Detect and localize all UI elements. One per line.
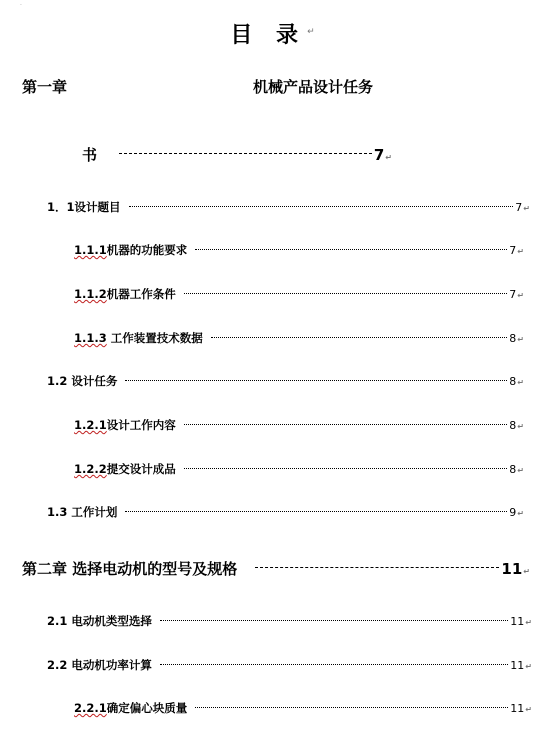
dot-leader <box>184 424 508 425</box>
dot-leader <box>255 567 499 568</box>
toc-entry[interactable] <box>47 199 530 215</box>
toc-entry-label <box>74 461 176 477</box>
title-text: 目 录 <box>230 23 307 48</box>
paragraph-mark-icon: ↵ <box>525 662 532 671</box>
section-number: 1．1 <box>47 200 75 214</box>
dot-leader <box>160 664 508 665</box>
paragraph-mark-icon: ↵ <box>385 153 392 162</box>
section-number: 2.1 <box>47 614 68 628</box>
toc-entry-chapter-1[interactable] <box>82 144 392 165</box>
paragraph-mark-icon: ↵ <box>525 618 532 627</box>
toc-entry-label <box>74 330 203 346</box>
section-number: 2.2 <box>47 658 68 672</box>
page-title <box>0 18 545 49</box>
dot-leader <box>195 249 507 250</box>
section-title: 设计题目 <box>74 200 121 214</box>
dot-leader <box>160 620 508 621</box>
page-number: 8 <box>509 463 517 476</box>
paragraph-mark-icon: ↵ <box>517 335 524 344</box>
section-number: 1.2 <box>47 374 68 388</box>
page-number: 11 <box>510 615 525 628</box>
page-number: 8 <box>509 419 517 432</box>
toc-entry-label <box>47 373 117 389</box>
toc-entry-label <box>74 242 187 258</box>
page-number: 7 <box>373 146 385 164</box>
chapter-label: 第二章 <box>22 560 68 578</box>
paragraph-mark-icon: ↵ <box>517 509 524 518</box>
page-number: 11 <box>510 659 525 672</box>
toc-entry-label <box>74 286 176 302</box>
toc-entry[interactable] <box>47 657 532 673</box>
dot-leader <box>195 707 508 708</box>
toc-entry[interactable] <box>74 242 524 258</box>
page-number: 7 <box>509 288 517 301</box>
dot-leader <box>125 511 507 512</box>
page-number: 7 <box>515 201 523 214</box>
toc-entry-label <box>47 504 117 520</box>
paragraph-mark-icon: ↵ <box>517 291 524 300</box>
dot-leader <box>125 380 507 381</box>
paragraph-mark-icon: ↵ <box>307 26 315 37</box>
toc-entry-chapter-2[interactable] <box>22 558 530 579</box>
toc-entry[interactable] <box>74 417 524 433</box>
dot-leader <box>211 337 508 338</box>
section-number: 2.2.1 <box>74 701 107 715</box>
section-title: 机器工作条件 <box>106 287 176 301</box>
toc-entry[interactable] <box>47 613 532 629</box>
page-number: 7 <box>509 244 517 257</box>
section-title: 电动机功率计算 <box>67 658 152 672</box>
chapter-1-title: 机械产品设计任务 <box>253 78 374 96</box>
section-number: 1.1.2 <box>74 287 107 301</box>
section-number: 1.1.3 <box>74 331 107 345</box>
dot-leader <box>184 293 508 294</box>
paragraph-mark-icon: ↵ <box>517 422 524 431</box>
page-number: 9 <box>509 506 517 519</box>
dot-leader <box>184 468 508 469</box>
toc-entry[interactable] <box>47 504 524 520</box>
toc-entry-label <box>47 613 152 629</box>
paragraph-mark-icon: ↵ <box>517 466 524 475</box>
paragraph-mark-icon: ↵ <box>523 567 530 576</box>
paragraph-mark-icon: ↵ <box>517 378 524 387</box>
corner-mark: · <box>20 2 22 9</box>
toc-entry[interactable] <box>74 330 524 346</box>
section-title: 工作装置技术数据 <box>106 331 203 345</box>
page-number: 11 <box>501 560 523 578</box>
section-number: 1.2.1 <box>74 418 107 432</box>
toc-entry[interactable] <box>74 461 524 477</box>
paragraph-mark-icon: ↵ <box>523 204 530 213</box>
section-title: 提交设计成品 <box>106 462 176 476</box>
page-number: 11 <box>510 702 525 715</box>
section-title: 设计任务 <box>67 374 118 388</box>
paragraph-mark-icon: ↵ <box>525 705 532 714</box>
toc-entry-label <box>74 700 187 716</box>
section-title: 机器的功能要求 <box>106 243 188 257</box>
chapter-1-title-continuation: 书 <box>82 146 98 164</box>
dot-leader <box>119 153 372 154</box>
section-title: 工作计划 <box>67 505 118 519</box>
dot-leader <box>129 206 514 207</box>
section-title: 确定偏心块质量 <box>106 701 188 715</box>
toc-entry[interactable] <box>47 373 524 389</box>
chapter-1-label: 第一章 <box>22 78 68 96</box>
chapter-title: 选择电动机的型号及规格 <box>67 560 238 578</box>
section-number: 1.3 <box>47 505 68 519</box>
toc-entry-label <box>47 657 152 673</box>
section-title: 设计工作内容 <box>106 418 176 432</box>
section-number: 1.2.2 <box>74 462 107 476</box>
toc-entry-label <box>47 199 121 215</box>
page-number: 8 <box>509 332 517 345</box>
toc-entry[interactable] <box>74 700 532 716</box>
section-number: 1.1.1 <box>74 243 107 257</box>
page-number: 8 <box>509 375 517 388</box>
toc-entry[interactable] <box>74 286 524 302</box>
section-title: 电动机类型选择 <box>67 614 152 628</box>
paragraph-mark-icon: ↵ <box>517 247 524 256</box>
toc-entry-label <box>22 558 237 579</box>
toc-entry-label <box>74 417 176 433</box>
